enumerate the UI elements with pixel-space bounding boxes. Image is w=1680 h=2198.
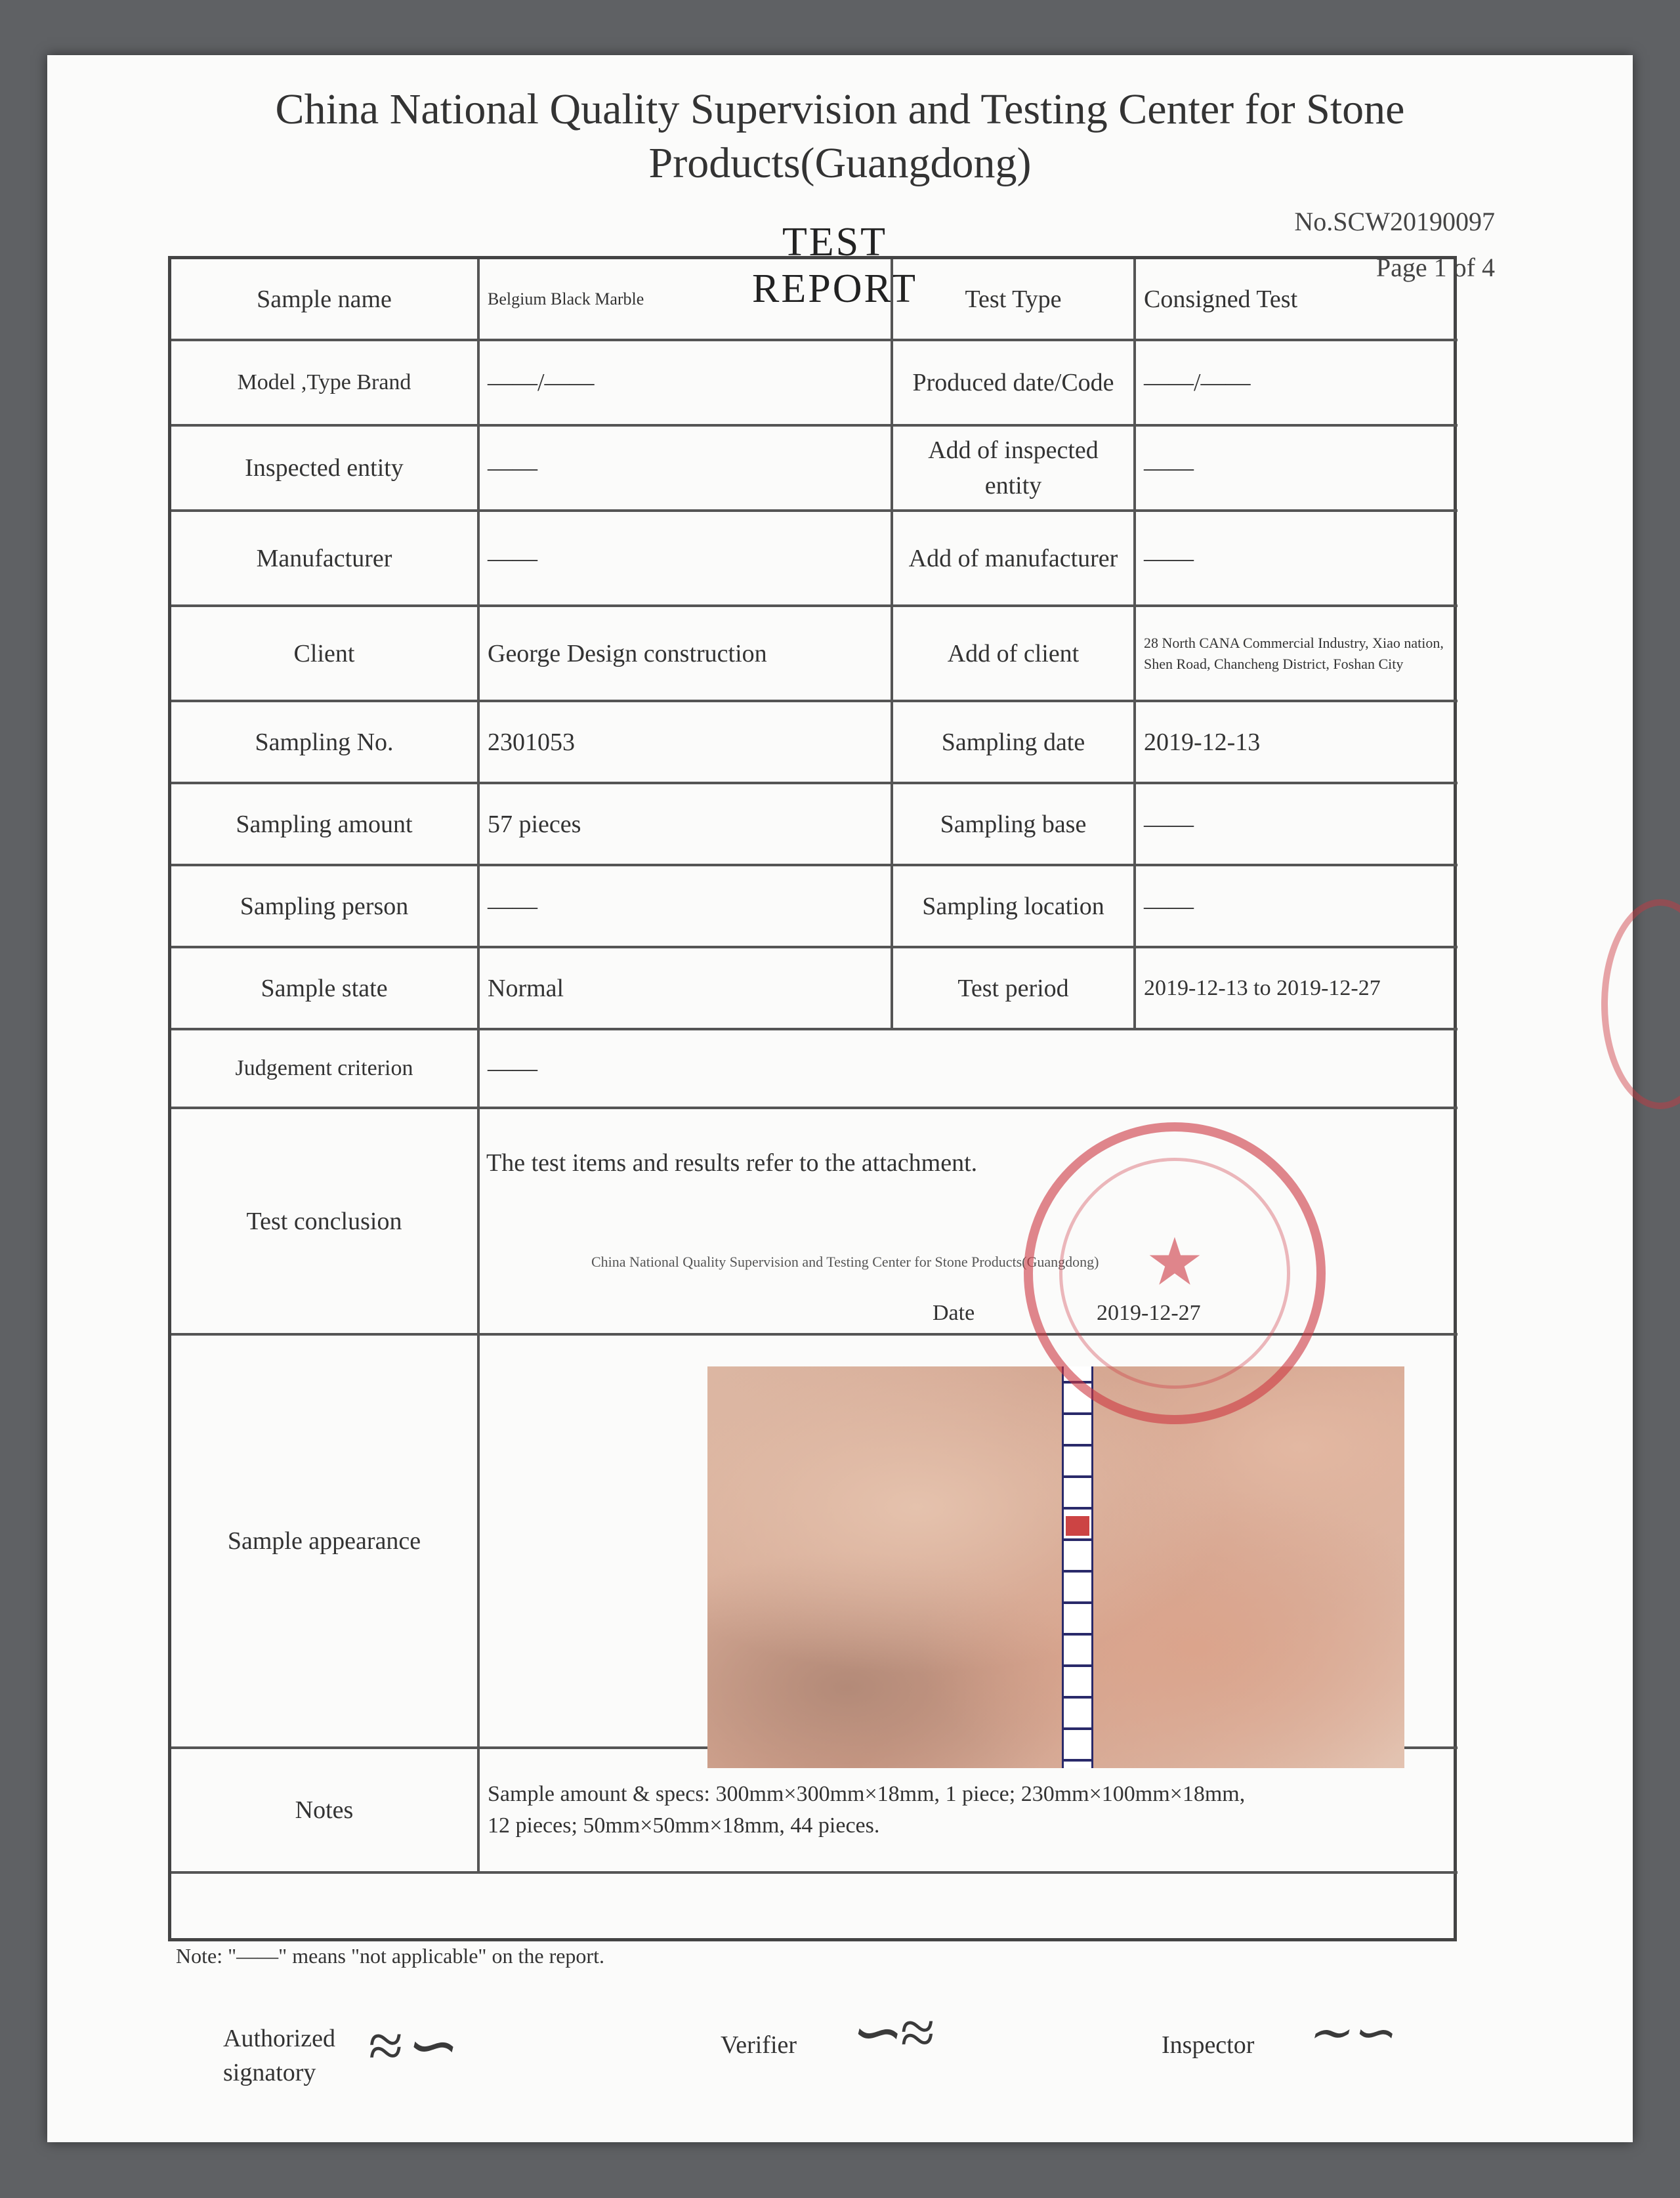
label-add-inspected: Add of inspected entity bbox=[893, 427, 1136, 512]
label-sampling-date: Sampling date bbox=[893, 702, 1136, 784]
value-inspected-entity: —— bbox=[480, 427, 893, 512]
value-add-inspected: —— bbox=[1136, 427, 1458, 512]
footnote: Note: "——" means "not applicable" on the report. bbox=[176, 1944, 604, 1968]
value-sampling-amount: 57 pieces bbox=[480, 784, 893, 866]
notes-line-1: Sample amount & specs: 300mm×300mm×18mm, 1 piece; 230mm×100mm×18mm, bbox=[488, 1782, 1246, 1806]
value-sampling-base: —— bbox=[1136, 784, 1458, 866]
sample-photo bbox=[707, 1366, 1404, 1768]
value-sample-name: Belgium Black Marble bbox=[480, 259, 893, 341]
value-test-type: Consigned Test bbox=[1136, 259, 1458, 341]
label-manufacturer: Manufacturer bbox=[171, 512, 480, 607]
conclusion-text: The test items and results refer to the attachment. bbox=[486, 1149, 978, 1177]
conclusion-date-value: 2019-12-27 bbox=[1097, 1301, 1201, 1325]
value-test-period: 2019-12-13 to 2019-12-27 bbox=[1136, 948, 1458, 1030]
label-client: Client bbox=[171, 607, 480, 702]
label-add-client: Add of client bbox=[893, 607, 1136, 702]
authorized-signatory-label: Authorized signatory bbox=[223, 2025, 335, 2086]
report-number: No.SCW20190097 bbox=[1294, 207, 1495, 236]
verifier-signature: ∽≈ bbox=[847, 1997, 934, 2067]
conclusion-center-name: China National Quality Supervision and Testing Center for Stone Products(Guangdong) bbox=[591, 1254, 1099, 1270]
page-number: Page 1 of 4 bbox=[1376, 253, 1495, 282]
label-sampling-base: Sampling base bbox=[893, 784, 1136, 866]
ruler-marker bbox=[1066, 1516, 1089, 1536]
label-test-period: Test period bbox=[893, 948, 1136, 1030]
label-sample-name: Sample name bbox=[171, 259, 480, 341]
value-client: George Design construction bbox=[480, 607, 893, 702]
value-model: ——/—— bbox=[480, 341, 893, 427]
label-add-manufacturer: Add of manufacturer bbox=[893, 512, 1136, 607]
label-sampling-person: Sampling person bbox=[171, 866, 480, 948]
label-sampling-no: Sampling No. bbox=[171, 702, 480, 784]
label-judgement: Judgement criterion bbox=[171, 1030, 480, 1109]
value-sampling-date: 2019-12-13 bbox=[1136, 702, 1458, 784]
label-notes: Notes bbox=[171, 1749, 480, 1874]
value-sampling-person: —— bbox=[480, 866, 893, 948]
label-test-conclusion: Test conclusion bbox=[171, 1109, 480, 1336]
label-sample-appearance: Sample appearance bbox=[171, 1336, 480, 1749]
report-title: TEST REPORT bbox=[752, 220, 917, 311]
title-line-1: China National Quality Supervision and Testing Center for Stone bbox=[275, 85, 1405, 133]
value-manufacturer: —— bbox=[480, 512, 893, 607]
measuring-ruler bbox=[1062, 1366, 1093, 1768]
value-sampling-no: 2301053 bbox=[480, 702, 893, 784]
notes-line-2: 12 pieces; 50mm×50mm×18mm, 44 pieces. bbox=[488, 1813, 880, 1838]
conclusion-date-label: Date bbox=[933, 1301, 975, 1325]
value-judgement: —— bbox=[480, 1030, 1458, 1109]
official-seal bbox=[1024, 1122, 1326, 1424]
center-title bbox=[47, 83, 1633, 190]
seal-star-icon: ★ bbox=[1145, 1226, 1204, 1299]
value-sampling-location: —— bbox=[1136, 866, 1458, 948]
value-produced-date: ——/—— bbox=[1136, 341, 1458, 427]
label-test-type: Test Type bbox=[893, 259, 1136, 341]
label-sample-state: Sample state bbox=[171, 948, 480, 1030]
value-sample-state: Normal bbox=[480, 948, 893, 1030]
value-add-manufacturer: —— bbox=[1136, 512, 1458, 607]
inspector-signature: ∼∽ bbox=[1306, 2004, 1395, 2062]
label-sampling-amount: Sampling amount bbox=[171, 784, 480, 866]
label-sampling-location: Sampling location bbox=[893, 866, 1136, 948]
value-add-client: 28 North CANA Commercial Industry, Xiao nation, Shen Road, Chancheng District, Foshan City bbox=[1136, 607, 1458, 702]
authorized-signature: ≈∽ bbox=[368, 2010, 455, 2081]
label-model: Model ,Type Brand bbox=[171, 341, 480, 427]
title-line-2: Products(Guangdong) bbox=[648, 139, 1032, 187]
label-inspected-entity: Inspected entity bbox=[171, 427, 480, 512]
inspector-label: Inspector bbox=[1162, 2031, 1255, 2059]
label-produced-date: Produced date/Code bbox=[893, 341, 1136, 427]
verifier-label: Verifier bbox=[721, 2031, 797, 2059]
